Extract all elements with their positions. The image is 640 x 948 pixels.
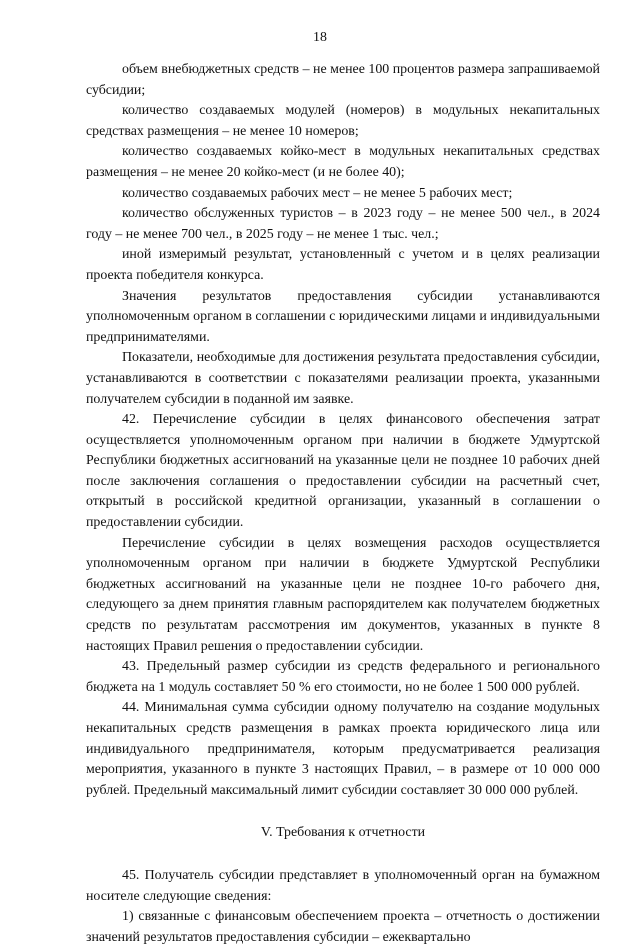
paragraph-extrabudget-funds: объем внебюджетных средств – не менее 100 процентов размера запрашиваемой субсидии; [86,62,600,98]
paragraph-modules-count: количество создаваемых модулей (номеров) в модульных некапитальных средствах размещения – не менее 10 номеров; [86,103,600,139]
paragraph-tourists-count: количество обслуженных туристов – в 2023 году – не менее 500 чел., в 2024 году – не менее 700 чел., в 2025 году – не менее 1 тыс. чел.; [86,206,600,242]
document-body [86,60,600,948]
paragraph-other-result: иной измеримый результат, установленный с учетом и в целях реализации проекта победителя конкурса. [86,247,600,283]
paragraph-clause-42: 42. Перечисление субсидии в целях финансового обеспечения затрат осуществляется уполномоченным органом при наличии в бюджете Удмуртской Республики бюджетных ассигнований на указанные цели не позднее 10 рабочих дней после заключения соглашения о предоставлении субсидии на расчетный счет, открытый в российской кредитной организации, указанный в соглашении о предоставлении субсидии. [86,412,600,531]
paragraph-clause-45-item-1: 1) связанные с финансовым обеспечением проекта – отчетность о достижении значений результатов предоставления субсидии – ежеквартально [86,909,600,945]
paragraph-clause-43: 43. Предельный размер субсидии из средств федерального и регионального бюджета на 1 модуль составляет 50 % его стоимости, но не более 1 500 000 рублей. [86,659,600,695]
paragraph-result-values: Значения результатов предоставления субсидии устанавливаются уполномоченным органом в соглашении с юридическими лицами и индивидуальными предпринимателями. [86,288,600,345]
paragraph-beds-count: количество создаваемых койко-мест в модульных некапитальных средствах размещения – не менее 20 койко-мест (и не более 40); [86,144,600,180]
paragraph-jobs-count: количество создаваемых рабочих мест – не менее 5 рабочих мест; [122,185,513,201]
paragraph-indicators: Показатели, необходимые для достижения результата предоставления субсидии, устанавливаются в соответствии с показателями реализации проекта, указанными получателем субсидии в поданной им заявке. [86,350,600,407]
paragraph-clause-44: 44. Минимальная сумма субсидии одному получателю на создание модульных некапитальных средств размещения в рамках проекта юридического лица или индивидуального предпринимателя, которым предусматривается реализация мероприятия, указанного в пункте 3 настоящих Правил, – в размере от 10 000 000 рублей. Предельный максимальный лимит субсидии составляет 30 000 000 рублей. [86,700,600,798]
section-heading: V. Требования к отчетности [260,825,426,841]
page-number: 18 [313,30,327,45]
paragraph-reimbursement-transfer: Перечисление субсидии в целях возмещения расходов осуществляется уполномоченным органом при наличии в бюджете Удмуртской Республики бюджетных ассигнований на указанные цели не позднее 10-го рабочего дня, следующего за днем принятия главным распорядителем как получателем бюджетных средств по результатам рассмотрения им документов, указанных в пункте 8 настоящих Правил решения о предоставлении субсидии. [86,535,600,654]
paragraph-clause-45: 45. Получатель субсидии представляет в уполномоченный орган на бумажном носителе следующие сведения: [86,867,600,904]
